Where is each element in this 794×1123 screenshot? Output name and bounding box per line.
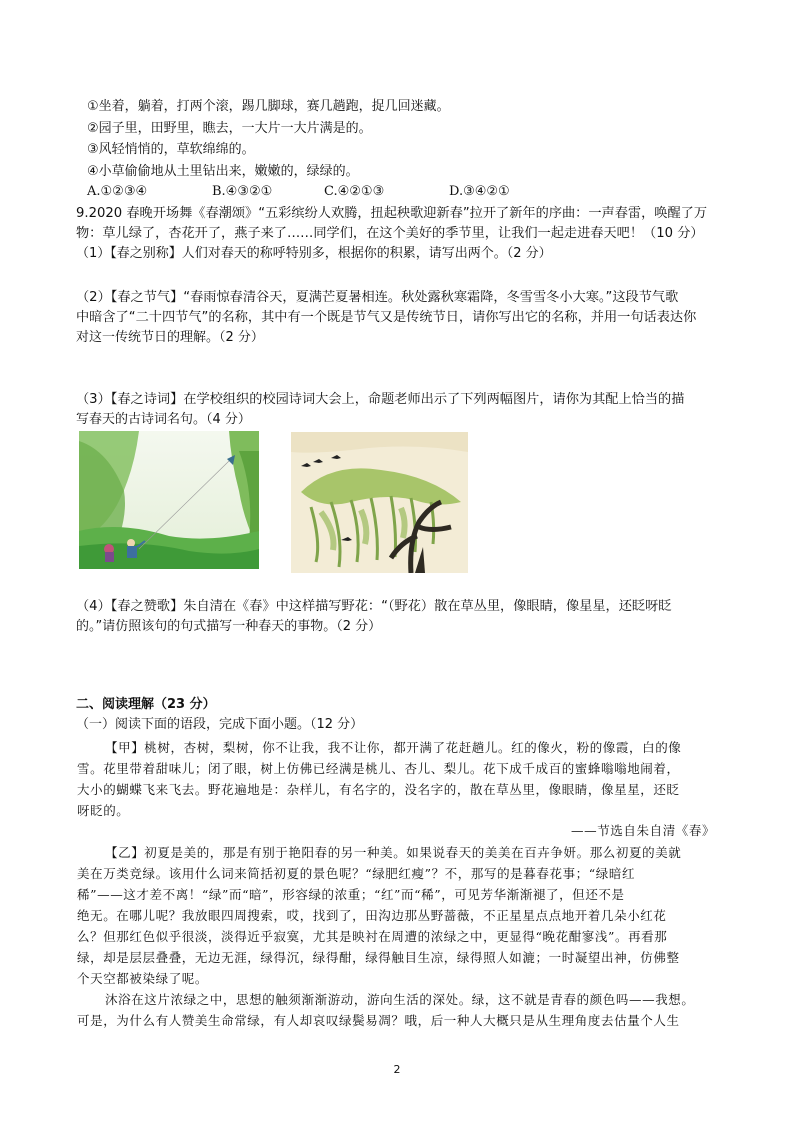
passage-yi-line-8: 沐浴在这片浓绿之中，思想的触须渐渐游动，游向生活的深处。绿，这不就是青春的颜色吗——我想。	[105, 992, 695, 1007]
passage-jia-line-1: 【甲】桃树，杏树，梨树，你不让我，我不让你，都开满了花赶趟儿。红的像火，粉的像霞，白的像	[105, 740, 682, 755]
q9-part-2-line-1: （2）【春之节气】“春雨惊春清谷天，夏满芒夏暑相连。秋处露秋寒霜降，冬雪雪冬小大寒。”这段节气歌	[76, 290, 679, 305]
q9-part-2-line-2: 中暗含了“二十四节气”的名称，其中有一个既是节气又是传统节日，请你写出它的名称，并用一句话表达你	[76, 310, 697, 325]
sentence-1: ①坐着，躺着，打两个滚，踢几脚球，赛几趟跑，捉几回迷藏。	[87, 99, 450, 114]
spring-kite-illustration	[79, 431, 259, 569]
passage-jia-line-3: 大小的蝴蝶飞来飞去。野花遍地是：杂样儿，有名字的，没名字的，散在草丛里，像眼睛，像星星，还眨	[77, 782, 680, 797]
q9-part-1: （1）【春之别称】人们对春天的称呼特别多，根据你的积累，请写出两个。（2 分）	[76, 246, 552, 261]
sentence-4: ④小草偷偷地从土里钻出来，嫩嫩的，绿绿的。	[87, 164, 359, 179]
sentence-2: ②园子里，田野里，瞧去，一大片一大片满是的。	[87, 121, 372, 136]
option-c: C.④②①③	[324, 184, 385, 199]
passage-jia-line-2: 雪。花里带着甜味儿；闭了眼，树上仿佛已经满是桃儿、杏儿、梨儿。花下成千成百的蜜蜂嗡嗡地闹着，	[77, 761, 680, 776]
willow-swallow-illustration	[291, 432, 468, 573]
q9-line-2: 物：草儿绿了，杏花开了，燕子来了……同学们，在这个美好的季节里，让我们一起走进春天吧！（10 分）	[76, 226, 704, 241]
q9-part-2-line-3: 对这一传统节日的理解。（2 分）	[76, 330, 264, 345]
passage-yi-line-5: 么？但那红色似乎很淡，淡得近乎寂寞，尤其是映衬在周遭的浓绿之中，更显得“晚花酣寥浅”。再看那	[77, 929, 668, 944]
passage-yi-line-2: 美在万类竞绿。该用什么词来简括初夏的景色呢？“绿肥红瘦”？不，那写的是暮春花事；“绿暗红	[77, 866, 636, 881]
passage-yi-line-9: 可是，为什么有人赞美生命常绿，有人却哀叹绿鬓易凋？哦，后一种人大概只是从生理角度去估量个人生	[77, 1013, 680, 1028]
q9-part-3-line-1: （3）【春之诗词】在学校组织的校园诗词大会上，命题老师出示了下列两幅图片，请你为其配上恰当的描	[76, 392, 685, 407]
option-a: A.①②③④	[87, 184, 148, 199]
passage-jia-source: ——节选自朱自清《春》	[571, 823, 716, 838]
subsection-1-heading: （一）阅读下面的语段，完成下面小题。（12 分）	[76, 717, 364, 732]
passage-yi-line-6: 绿，却是层层叠叠，无边无涯，绿得沉，绿得酣，绿得触目生凉，绿得照人如漉；一时凝望出神，仿佛整	[77, 950, 680, 965]
q9-part-4-line-1: （4）【春之赞歌】朱自清在《春》中这样描写野花：“（野花）散在草丛里，像眼睛，像星星，还眨呀眨	[76, 599, 672, 614]
q9-line-1: 9.2020 春晚开场舞《春潮颂》“五彩缤纷人欢腾，扭起秧歌迎新春”拉开了新年的序曲：一声春雷，唤醒了万	[76, 206, 708, 221]
section-title-reading: 二、阅读理解（23 分）	[76, 697, 216, 712]
page-number: 2	[393, 1063, 401, 1076]
passage-yi-line-7: 个天空都被染绿了呢。	[77, 971, 209, 986]
q9-part-4-line-2: 的。”请仿照该句的句式描写一种春天的事物。（2 分）	[76, 619, 382, 634]
sentence-3: ③风轻悄悄的，草软绵绵的。	[87, 142, 255, 157]
option-b: B.④③②①	[212, 184, 273, 199]
q9-part-3-line-2: 写春天的古诗词名句。（4 分）	[76, 412, 251, 427]
passage-yi-line-4: 绝无。在哪儿呢？我放眼四周搜索，哎，找到了，田沟边那丛野蔷薇，不正星星点点地开着几朵小红花	[77, 908, 667, 923]
passage-yi-line-1: 【乙】初夏是美的，那是有别于艳阳春的另一种美。如果说春天的美美在百卉争妍。那么初夏的美就	[105, 845, 682, 860]
option-d: D.③④②①	[449, 184, 510, 199]
passage-yi-line-3: 稀”——这才差不离！“绿”而“暗”，形容绿的浓重；“红”而“稀”，可见芳华渐渐褪了，但还不是	[77, 887, 625, 902]
passage-jia-line-4: 呀眨的。	[77, 803, 130, 818]
